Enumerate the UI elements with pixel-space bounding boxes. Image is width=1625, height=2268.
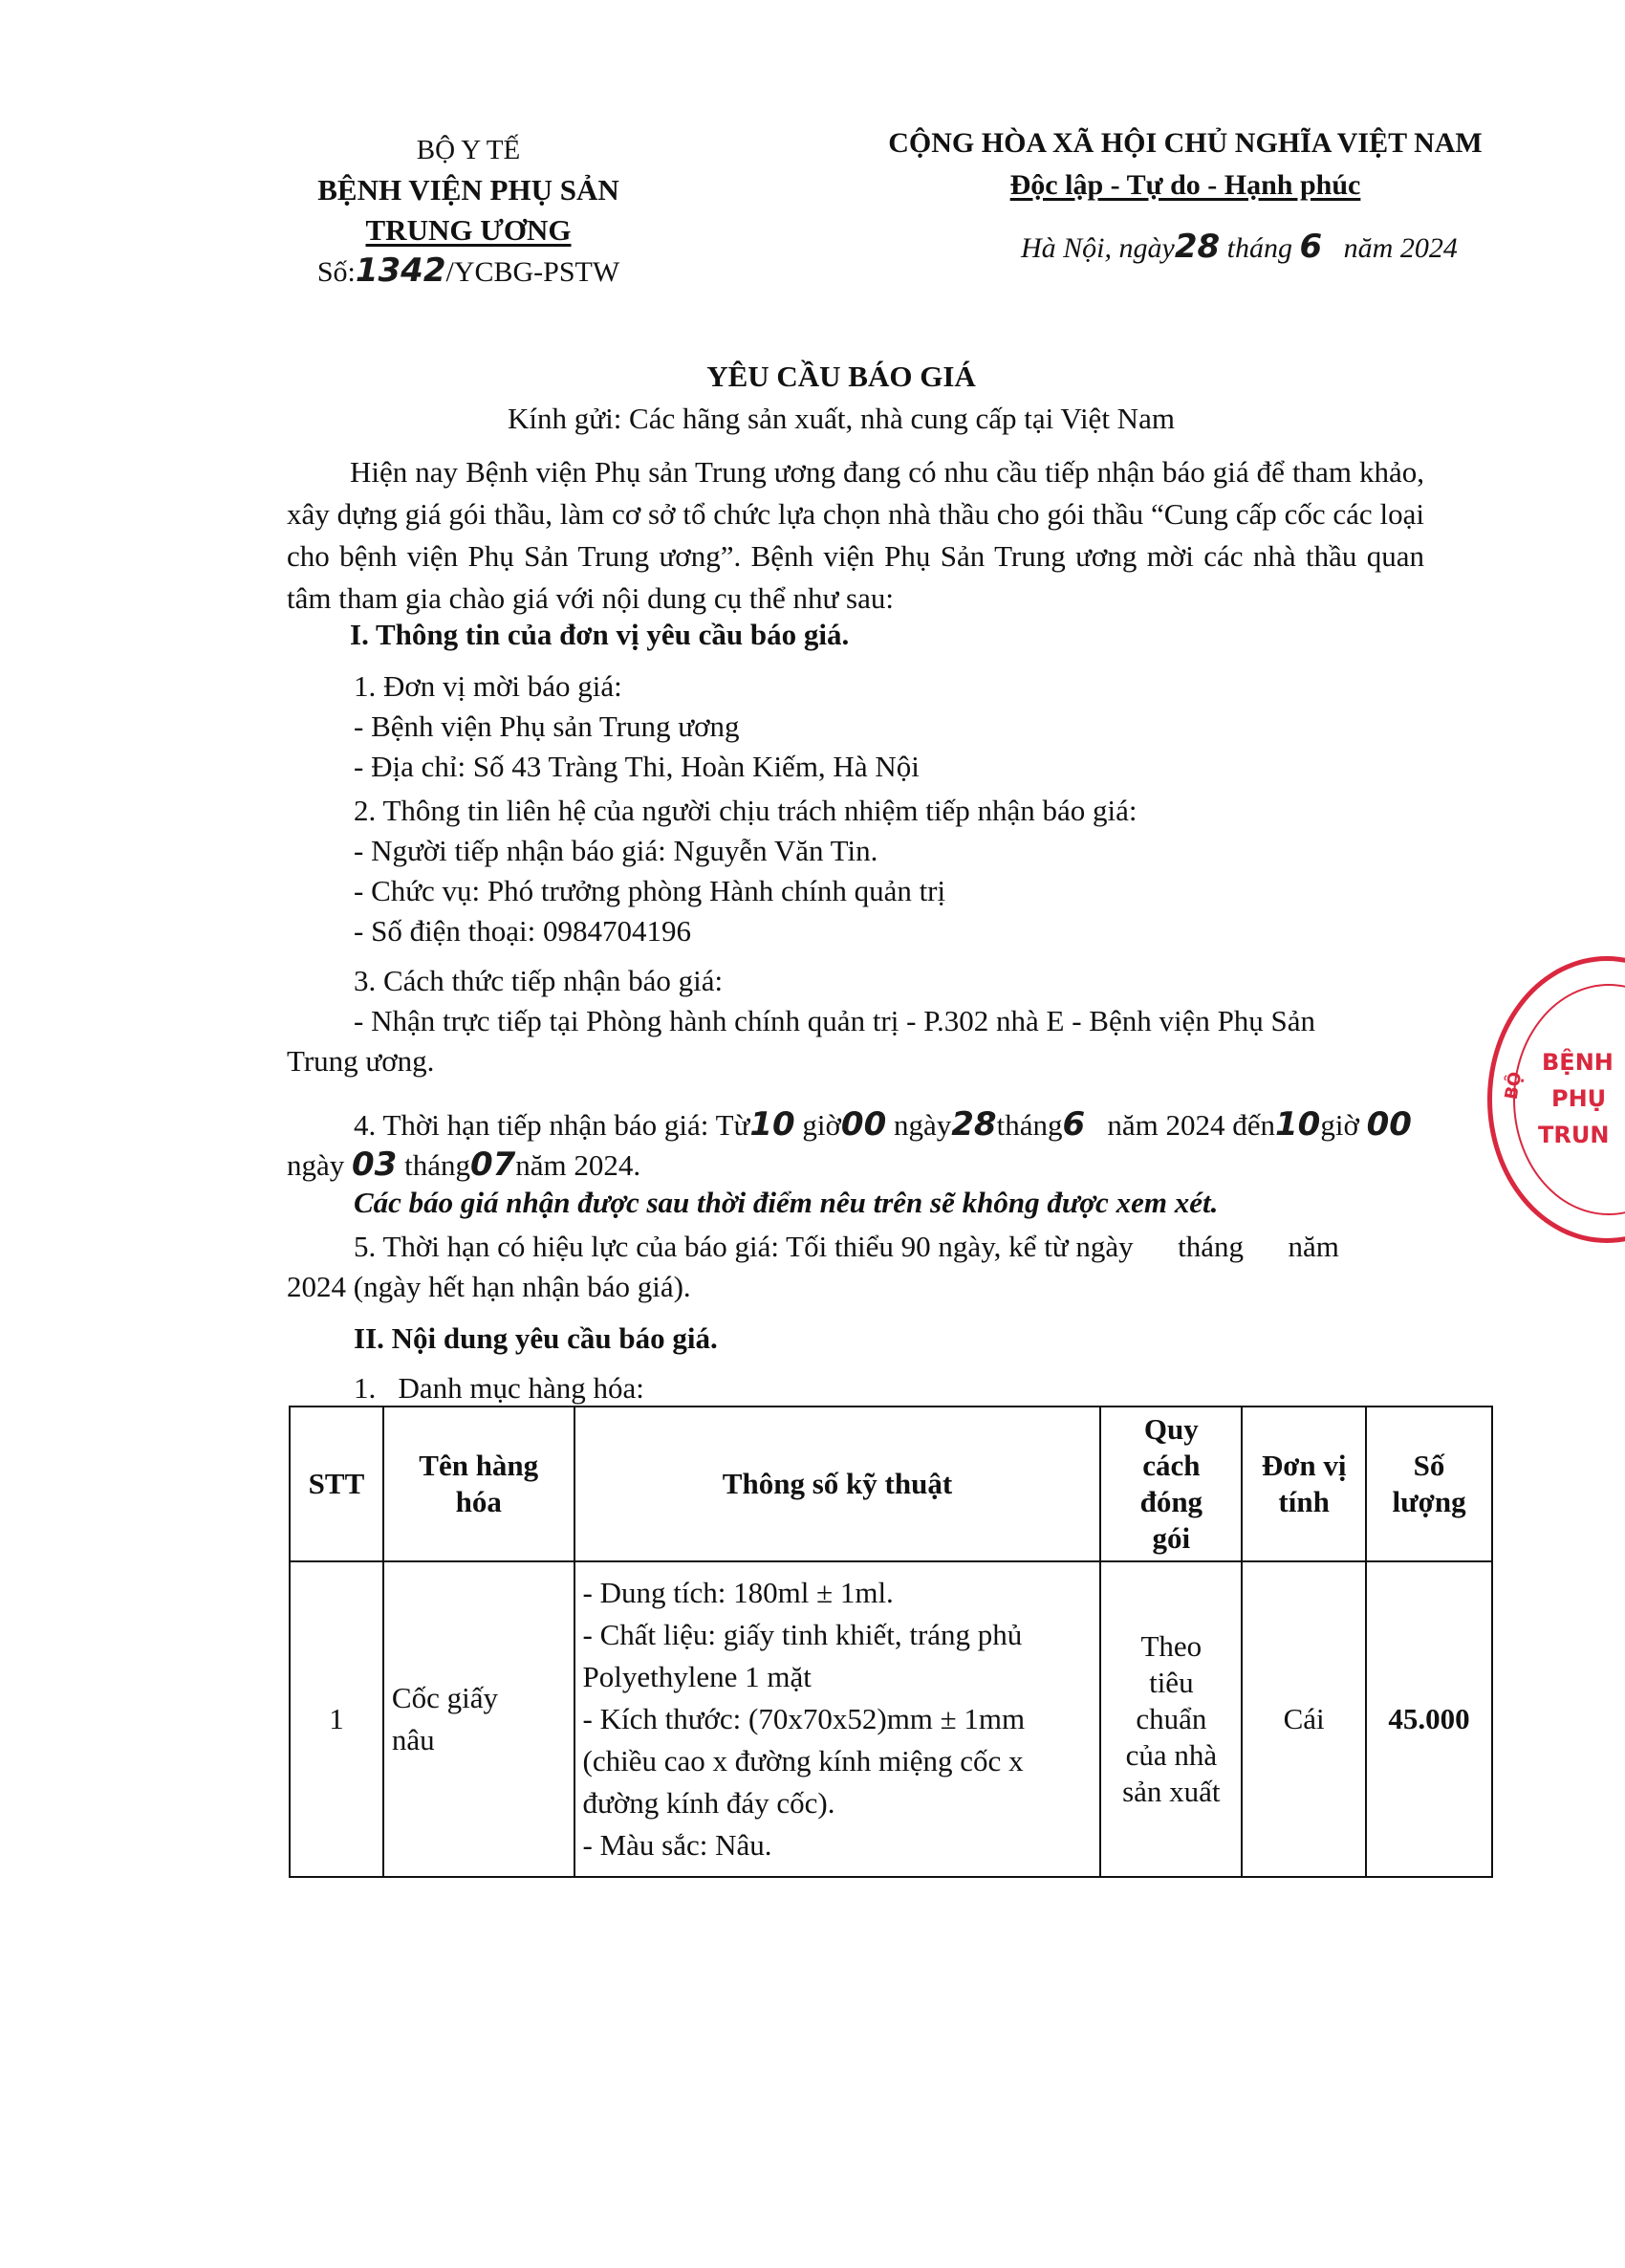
- hospital-name-line2: TRUNG ƯƠNG: [365, 213, 572, 247]
- col-header-spec: Thông số kỹ thuật: [574, 1407, 1101, 1561]
- cell-qty: 45.000: [1366, 1561, 1492, 1877]
- doc-no-handwritten: 1342: [355, 251, 446, 290]
- item4-text-i: tháng: [404, 1148, 470, 1182]
- table-row: [290, 1561, 1492, 1877]
- cell-name: [383, 1561, 574, 1877]
- header-unit-line: Đơn vị: [1261, 1449, 1347, 1482]
- item4-text-b: giờ: [802, 1108, 841, 1142]
- item4-line2: [287, 1145, 640, 1184]
- date-year: năm 2024: [1343, 232, 1458, 264]
- doc-no-suffix: /YCBG-PSTW: [445, 256, 620, 288]
- intro-text: Hiện nay Bệnh viện Phụ sản Trung ương đang có nhu cầu tiếp nhận báo giá để tham khảo, xây dựng giá gói thầu, làm cơ sở tổ chức lựa chọn nhà thầu cho gói thầu “Cung cấp cốc các loại cho bệnh viện Phụ Sản Trung ương”. Bệnh viện Phụ Sản Trung ương mời các nhà thầu quan tâm tham gia chào giá với nội dung cụ thể như sau:: [287, 455, 1424, 615]
- spec-line: - Màu sắc: Nâu.: [582, 1828, 772, 1862]
- pack-line: chuẩn: [1136, 1702, 1207, 1735]
- col-header-unit: [1242, 1407, 1366, 1561]
- header-name-line: hóa: [455, 1485, 502, 1518]
- late-submission-notice: Các báo giá nhận được sau thời điểm nêu trên sẽ không được xem xét.: [354, 1186, 1219, 1219]
- spec-line: - Dung tích: 180ml ± 1ml.: [582, 1576, 894, 1609]
- item4-day-end: 03: [352, 1145, 398, 1184]
- spec-line: Polyethylene 1 mặt: [582, 1660, 812, 1693]
- spec-line: đường kính đáy cốc).: [582, 1786, 835, 1820]
- col-header-name: [383, 1407, 574, 1561]
- item2-label: 2. Thông tin liên hệ của người chịu trách nhiệm tiếp nhận báo giá:: [354, 794, 1138, 827]
- item3-line2: Trung ương.: [287, 1044, 435, 1078]
- item4-day-start: 28: [951, 1105, 997, 1144]
- spec-line: (chiều cao x đường kính miệng cốc x: [582, 1744, 1024, 1777]
- item4-text-a: 4. Thời hạn tiếp nhận báo giá: Từ: [354, 1108, 750, 1142]
- agency-header: [268, 130, 669, 293]
- goods-table: [289, 1406, 1493, 1878]
- item1-name: - Bệnh viện Phụ sản Trung ương: [354, 709, 740, 743]
- item4-text-j: năm 2024.: [515, 1148, 641, 1182]
- item2-person: - Người tiếp nhận báo giá: Nguyễn Văn Tin.: [354, 834, 878, 867]
- spec-line: - Chất liệu: giấy tinh khiết, tráng phủ: [582, 1618, 1023, 1651]
- item4-hour-end: 10: [1275, 1105, 1321, 1144]
- item1-address: - Địa chỉ: Số 43 Tràng Thi, Hoàn Kiếm, Hà Nội: [354, 750, 920, 783]
- item1-label: 1. Đơn vị mời báo giá:: [354, 669, 622, 703]
- pack-line: của nhà: [1125, 1738, 1218, 1772]
- ministry-name: BỘ Y TẾ: [416, 135, 521, 165]
- pack-line: Theo: [1140, 1629, 1202, 1663]
- item5-line2: 2024 (ngày hết hạn nhận báo giá).: [287, 1270, 691, 1303]
- cell-spec: [574, 1561, 1101, 1877]
- hospital-name-line1: BỆNH VIỆN PHỤ SẢN: [317, 173, 619, 207]
- issue-date: [1021, 228, 1458, 266]
- doc-no-prefix: Số:: [316, 256, 356, 288]
- date-month: 6: [1299, 228, 1323, 266]
- seal-text-3: TRUN: [1538, 1122, 1610, 1148]
- item4-month-start: 6: [1062, 1105, 1086, 1144]
- header-pack-line: Quy: [1143, 1412, 1199, 1446]
- cell-name-line: Cốc giấy: [391, 1681, 498, 1714]
- pack-line: sản xuất: [1122, 1775, 1221, 1808]
- cell-name-line: nâu: [391, 1723, 435, 1756]
- recipient-line: Kính gửi: Các hãng sản xuất, nhà cung cấp tại Việt Nam: [508, 402, 1175, 435]
- seal-text-4: BỘ: [1501, 1070, 1527, 1101]
- cell-unit: Cái: [1242, 1561, 1366, 1877]
- item4-hour-start: 10: [749, 1105, 795, 1144]
- header-pack-line: gói: [1152, 1521, 1191, 1555]
- item4-minute-end: 00: [1366, 1105, 1412, 1144]
- cell-pack: [1100, 1561, 1242, 1877]
- item3-label: 3. Cách thức tiếp nhận báo giá:: [354, 964, 724, 997]
- item4-text-f: năm 2024 đến: [1107, 1108, 1276, 1142]
- header-pack-line: cách: [1142, 1449, 1201, 1482]
- item2-position: - Chức vụ: Phó trưởng phòng Hành chính quản trị: [354, 874, 946, 907]
- intro-paragraph: [287, 451, 1424, 620]
- item4-month-end: 07: [469, 1145, 516, 1184]
- section2-heading: II. Nội dung yêu cầu báo giá.: [354, 1321, 718, 1355]
- col-header-stt: STT: [290, 1407, 383, 1561]
- national-header: [841, 122, 1529, 207]
- document-number: [268, 251, 669, 293]
- col-header-pack: [1100, 1407, 1242, 1561]
- date-day: 28: [1174, 228, 1221, 266]
- header-unit-line: tính: [1278, 1485, 1330, 1518]
- item5-line1: 5. Thời hạn có hiệu lực của báo giá: Tối thiểu 90 ngày, kể từ ngày tháng năm: [354, 1230, 1339, 1263]
- seal-text-1: BỆNH: [1542, 1049, 1614, 1076]
- pack-line: tiêu: [1149, 1666, 1194, 1699]
- header-pack-line: đóng: [1139, 1485, 1203, 1518]
- item4-text-h: ngày: [287, 1148, 345, 1182]
- section2-item1-label: 1. Danh mục hàng hóa:: [354, 1371, 644, 1405]
- header-name-line: Tên hàng: [419, 1449, 539, 1482]
- spec-line: - Kích thước: (70x70x52)mm ± 1mm: [582, 1702, 1026, 1735]
- section1-heading: I. Thông tin của đơn vị yêu cầu báo giá.: [350, 618, 850, 651]
- item2-phone: - Số điện thoại: 0984704196: [354, 914, 692, 948]
- col-header-qty: [1366, 1407, 1492, 1561]
- official-seal: [1487, 956, 1625, 1243]
- table-header-row: [290, 1407, 1492, 1561]
- date-place: Hà Nội, ngày: [1021, 232, 1175, 264]
- header-qty-line: lượng: [1392, 1485, 1466, 1518]
- header-qty-line: Số: [1413, 1449, 1445, 1482]
- item4-text-c: ngày: [893, 1108, 952, 1142]
- item4-minute-start: 00: [840, 1105, 887, 1144]
- seal-text-2: PHỤ: [1551, 1085, 1607, 1112]
- document-title: YÊU CẦU BÁO GIÁ: [706, 360, 976, 393]
- item4-text-e: tháng: [996, 1108, 1063, 1142]
- nation-name: CỘNG HÒA XÃ HỘI CHỦ NGHĨA VIỆT NAM: [888, 127, 1483, 159]
- national-motto: Độc lập - Tự do - Hạnh phúc: [1009, 169, 1361, 201]
- date-month-label: tháng: [1226, 232, 1292, 264]
- item4-line1: [354, 1105, 1412, 1144]
- item3-line1: - Nhận trực tiếp tại Phòng hành chính quản trị - P.302 nhà E - Bệnh viện Phụ Sản: [354, 1004, 1316, 1037]
- cell-stt: 1: [290, 1561, 383, 1877]
- item4-text-g: giờ: [1320, 1108, 1359, 1142]
